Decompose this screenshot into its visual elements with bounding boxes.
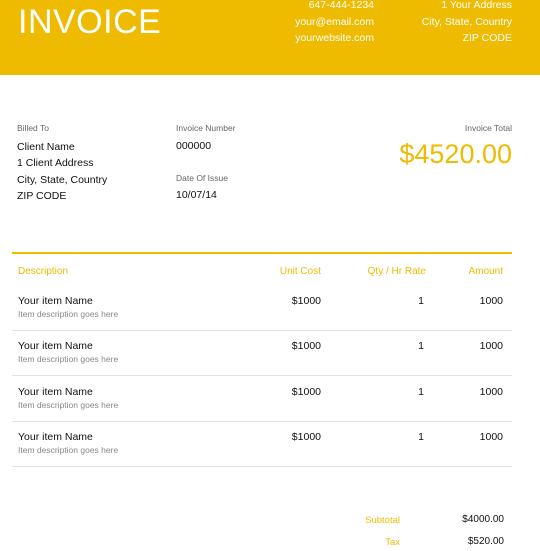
invoice-header (0, 0, 540, 75)
table-top-divider (12, 252, 512, 254)
table-row (12, 421, 512, 467)
billed-to-label: Billed To (17, 123, 49, 133)
item-unit-cost: $1000 (291, 431, 321, 443)
subtotal-label: Subtotal (365, 515, 400, 526)
tax-value: $520.00 (467, 536, 504, 547)
sender-zip: ZIP CODE (462, 32, 512, 44)
website-address: yourwebsite.com (295, 32, 374, 44)
item-description: Item description goes here (18, 354, 119, 364)
item-unit-cost: $1000 (291, 295, 321, 307)
item-description: Item description goes here (18, 309, 119, 319)
invoice-number-label: Invoice Number (176, 123, 236, 133)
item-name: Your item Name (18, 340, 93, 352)
sender-city: City, State, Country (421, 15, 512, 28)
invoice-title: INVOICE (18, 3, 162, 41)
item-qty: 1 (418, 431, 424, 443)
item-amount: 1000 (479, 295, 503, 307)
item-name: Your item Name (18, 431, 93, 443)
col-header-qty: Qty / Hr Rate (367, 266, 426, 277)
client-zip: ZIP CODE (17, 190, 67, 202)
col-header-amount: Amount (468, 266, 503, 277)
item-qty: 1 (418, 386, 424, 398)
item-amount: 1000 (479, 386, 503, 398)
client-name: Client Name (17, 141, 75, 153)
item-amount: 1000 (479, 340, 503, 352)
invoice-total-amount: $4520.00 (399, 139, 512, 169)
item-unit-cost: $1000 (291, 340, 321, 352)
tax-label: Tax (385, 537, 400, 548)
phone-number: 647-444-1234 (308, 0, 374, 11)
sender-street: 1 Your Address (441, 0, 512, 11)
client-city: City, State, Country (17, 174, 108, 186)
col-header-unit-cost: Unit Cost (279, 266, 321, 277)
email-address: your@email.com (295, 15, 374, 28)
table-row (12, 330, 512, 376)
subtotal-value: $4000.00 (462, 514, 504, 525)
table-row (12, 376, 512, 422)
invoice-total-label: Invoice Total (464, 123, 512, 133)
item-description: Item description goes here (18, 445, 119, 455)
item-unit-cost: $1000 (291, 386, 321, 398)
item-name: Your item Name (18, 386, 93, 398)
item-qty: 1 (418, 340, 424, 352)
item-name: Your item Name (18, 295, 93, 307)
col-header-description: Description (18, 266, 69, 277)
invoice-number-value: 000000 (176, 140, 212, 152)
table-row (12, 285, 512, 331)
item-description: Item description goes here (18, 400, 119, 410)
item-qty: 1 (418, 295, 424, 307)
date-of-issue-label: Date Of Issue (176, 173, 228, 183)
date-of-issue-value: 10/07/14 (176, 189, 217, 201)
contact-info (268, 0, 374, 47)
sender-address (398, 0, 512, 47)
item-amount: 1000 (479, 431, 503, 443)
client-address: 1 Client Address (17, 157, 94, 169)
